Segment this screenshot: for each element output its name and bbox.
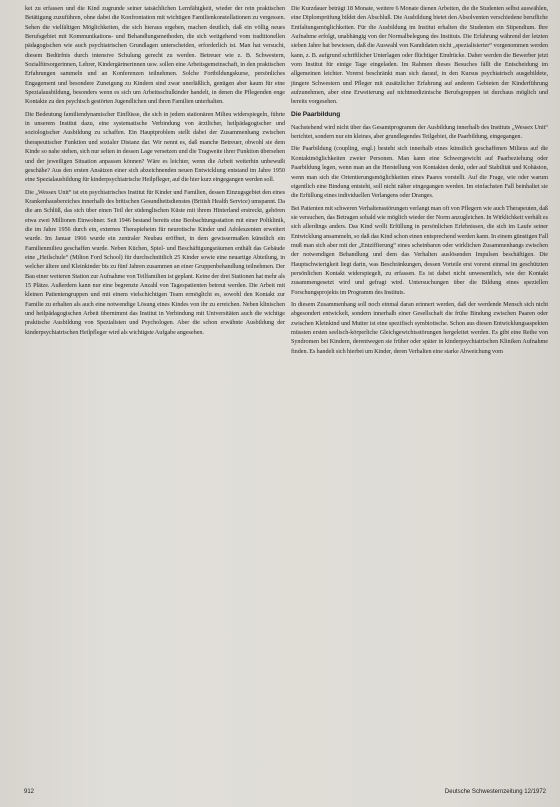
paragraph: Bei Patienten mit schweren Verhaltensstörungen verlangt man oft von Pflegern wie auch Therapeuten, daß sie versuchen, das Betragen sobald wie möglich wieder der Norm anzugleichen. In Wirklichkeit verhält es sich allerdings anders. Das Kind wollt Erfüllung in persönlichen Erlebnissen, die sich im Laufe seiner Entwicklung ansammeln, so daß das Kind schon einen entsprechend werden kann. In einem günstigen Fall muß man sich aber mit der „Entziffierung“ eines scheinbaren oder wirklichen Zusammenhangs zwischen der notwendigen Behandlung und dem das Verhalten auslösenden Impulsen beschäftigen. Die Hauptschwierigkeit liegt darin, was Beschränkungen, dessen Vorteile erst vorerst einmal im geschützten persönlichen Kontakt widerspiegelt, zu erfassen. Es ist dabei nicht unwesentlich, wie der Kontakt zusammengesetzt wird und gefragt wird. Untersuchungen über die Bildung eines speziellen Forschungsprojekts im Programm des Instituts. <box>291 204 548 296</box>
paragraph: kei zu erfassen und die Kind zugrunde seiner tatsächlichen Lernfähigkeit, wieder der rein praktischen Betätigung zuzuführen, ohne dabei die Konfrontation mit wichtigen Familienkonstellationen zu vergessen. Sehen die vielfältigen Möglichkeiten, die sich hieraus ergeben, machen deutlich, daß ein völlig neues Berufsgebiet mit Kommunikations- und Behandlungsmethoden, die sich weitgehend vom traditionellen pädagogischen wie auch psychiatrischen Grundlagen unterscheiden, erforderlich ist. Man hat versucht, diesem Bedürfnis durch intensive Schulung gerecht zu werden. Betreuer wie z. B. Schwestern, Sozialfürsorgerinnen, Lehrer, Kindergärtnerinnen usw. sollen eine Arbeitsgemeinschaft, in den praktischen Erfahrungen sammeln und an Konferenzen teilnehmen. Solche Fortbildungskurse, persönliches Engagement und besondere Zuneigung zu Kindern sind zwar unerläßlich, genügen aber kaum für eine Spezialausbildung, besonders wenn es sich um Arbeitsschulkinder handelt, in denen die Pflegenden enge Kontakte zu den psychisch gestörten Jugendlichen und ihren Familien unterhalten. <box>25 5 285 106</box>
paragraph: Die Kurzdauer beträgt 18 Monate, weitere 6 Monate dienen Arbeiten, die die Studenten selbst auswählen, eine Diplomprüfung bildet den Abschluß. Die Ausbildung bietet den Absolventen verschiedene berufliche Entfaltungsmöglichkeiten. Für die Ausbildung im Institut erhalten die Studenten ein Stipendium. Ihre Aufnahme erfolgt, unabhängig von der Normalbelegung des Instituts. Die Erfahrung während der letzten sieben Jahre hat bewiesen, daß die Auswahl von Kandidaten nicht „spezialisierter“ vorgenommen werden kann, z. B. aufgrund schriftlicher Unterlagen oder flüchtiger Eindrücke. Daher werden die Bewerber jetzt vom Institut für einige Tage eingeladen. Im Rahmen dieses Besuches fällt die Entscheidung im allgemeinen leichter. Vorerst beschränkt man sich darauf, in den Kursus psychiatrisch ausgebildete, jüngere Schwestern und Pfleger mit zusätzlicher Erfahrung auf anderen Gebieten der Kinderführung aufzunehmen, aber eine Erweiterung auf nichtmedizinische Berufsgruppen ist durchaus möglich und bereits vorgesehen. <box>291 5 548 106</box>
paragraph: Die Bedeutung familiendynamischer Einflüsse, die sich in jedem stationären Milieu widerspiegeln, führte in unserem Institut dazu, eine systematische Verbindung von ärztlicher, heilpädagogischer und soziologischer Ausbildung zu schaffen. Ein Hauptproblem stellt dabei der Zusammenhang zwischen therapeutischer Funktion und sozialer Distanz dar. Wir nennt es, daß manche Betreuer, obwohl sie dem Kinde so nahe stehen, sich nur selten in dessen Lage versetzen und die Tragweite ihrer Funktion übersehen und der jeweiligen Situation anpassen können? Wäre es leichter, wenn die Arbeit weiterhin unbewußt geschähe? Aus den ersten Ansätzen einer sich abzeichnenden neuen Entwicklung entstand im Jahre 1950 eine Spezialausbildung für kinderpsychiatrische Heilpfleger, auf die hier kurz eingegangen werden soll. <box>25 110 285 184</box>
right-column <box>291 4 548 359</box>
paragraph: Die „Wessex Unit“ ist ein psychiatrisches Institut für Kinder und Familien, dessen Einzugsgebiet den eines Krankenhausbereiches innerhalb des britischen Gesundheitsdienstes (British Health Service) umspannt. Da die am Schlüß, das sich über einen Teil der südenglischen Küste mit ihrem Hinterland erstreckt, gehören etwa zwei Millionen Einwohner. Seit 1946 bestand bereits eine Beobachtungsstation mit einer Poliklinik, die im Jahre 1956 durch ein, externes Therapieheim für neurotische Kinder und Adoleszenten erweitert wurde. Im Januar 1966 wurde ein zentraler Neubau eröffnet, in dem gewissermaßen künstlich ein Familienmilieu geschaffen wurde. Neben Küchen, Spiel- und Beschäftigungsräumen enthält das Gebäude eine „Heilschule“ (Milton Ford School) für durchschnittlich 25 Kinder sowie eine neuartige Abteilung, in welcher ältere und Kleinkinder bis zu fünf Jahren zusammen an einer Gruppenbehandlung teilnehmen. Der Bau einer weiteren Station zur Aufnahme von Teilfamilien ist geplant. Keine der drei Stationen hat mehr als 15 Plätze. Außerdem kann nur eine begrenzte Anzahl von Tagespatienten betreut werden. Die Arbeit mit kleinen Patientengruppen und mit einem vielschichtigen Team ermöglicht es, sowohl den Kontakt zur Familie zu erhalten als auch eine notwendige Lösung eines Kindes von ihr zu erreichen. Neben klinischen und heilpädagogischen Arbeit übernimmt das Institut in Verbindung mit Universitäten auch die wichtige praktische Ausbildung von Spezialisten und Psychologen. Aber die schon erwähnte Ausbildung der kinderpsychiatrischen Heilpfleger wird als wichtigste Aufgabe angesehen. <box>25 188 285 336</box>
paragraph: Die Paarbildung (coupling, engl.) besteht sich innerhalb eines künstlich geschaffenen Milieus auf die Kontaktmöglichkeiten zweier Personen. Man kann eine Schwergewicht auf Paarbeziehung oder Paarbildung legen, wenn man an die Herstellung von Kontakten denkt, oder auf Stabilität und Kohäsion, wenn man sich die Orientierungsmöglichkeiten eines Paares vorstellt. Auf die Frage, wie oder warum eigentlich eine Bindung entsteht, soll nicht näher eingegangen werden. Im einfachsten Fall beinhaltet sie die Erfüllung eines individuellen Verlangens oder Dranges. <box>291 145 548 200</box>
paragraph: Nachstehend wird nicht über das Gesamtprogramm der Ausbildung innerhalb des Instituts „Wessex Unit“ berichtet, sondern nur ein kleines, aber grundlegendes Teilgebiet, die Paarbildung, eingegangen. <box>291 123 548 141</box>
left-column <box>25 4 285 340</box>
journal-footer: Deutsche Schwesternzeitung 12/1972 <box>444 789 546 795</box>
page-number: 912 <box>24 789 35 795</box>
section-heading: Die Paarbildung <box>291 110 341 118</box>
paragraph: In diesem Zusammenhang soll noch einmal daran erinnert werden, daß der werdende Mensch sich nicht abgesondert entwickelt, sondern innerhalb einer Gesellschaft die frühe Bindung zwischen Paaren oder zwischen Kleinkind und Mutter ist eine spezifisch symbiotische. Schon aus diesen Entwicklungsaspekten müssten ersten seelisch-körperliche Gleichgewichtsstörungen hergeleitet werden. Es gibt eine Reihe von Syndromen bei Kindern, derentwegen sie früher oder später in kinderpsychiatrischen Kliniken Aufnahme finden. Es handelt sich hierbei um Kinder, deren Verhalten eine starke Abweichung vom <box>291 300 548 355</box>
